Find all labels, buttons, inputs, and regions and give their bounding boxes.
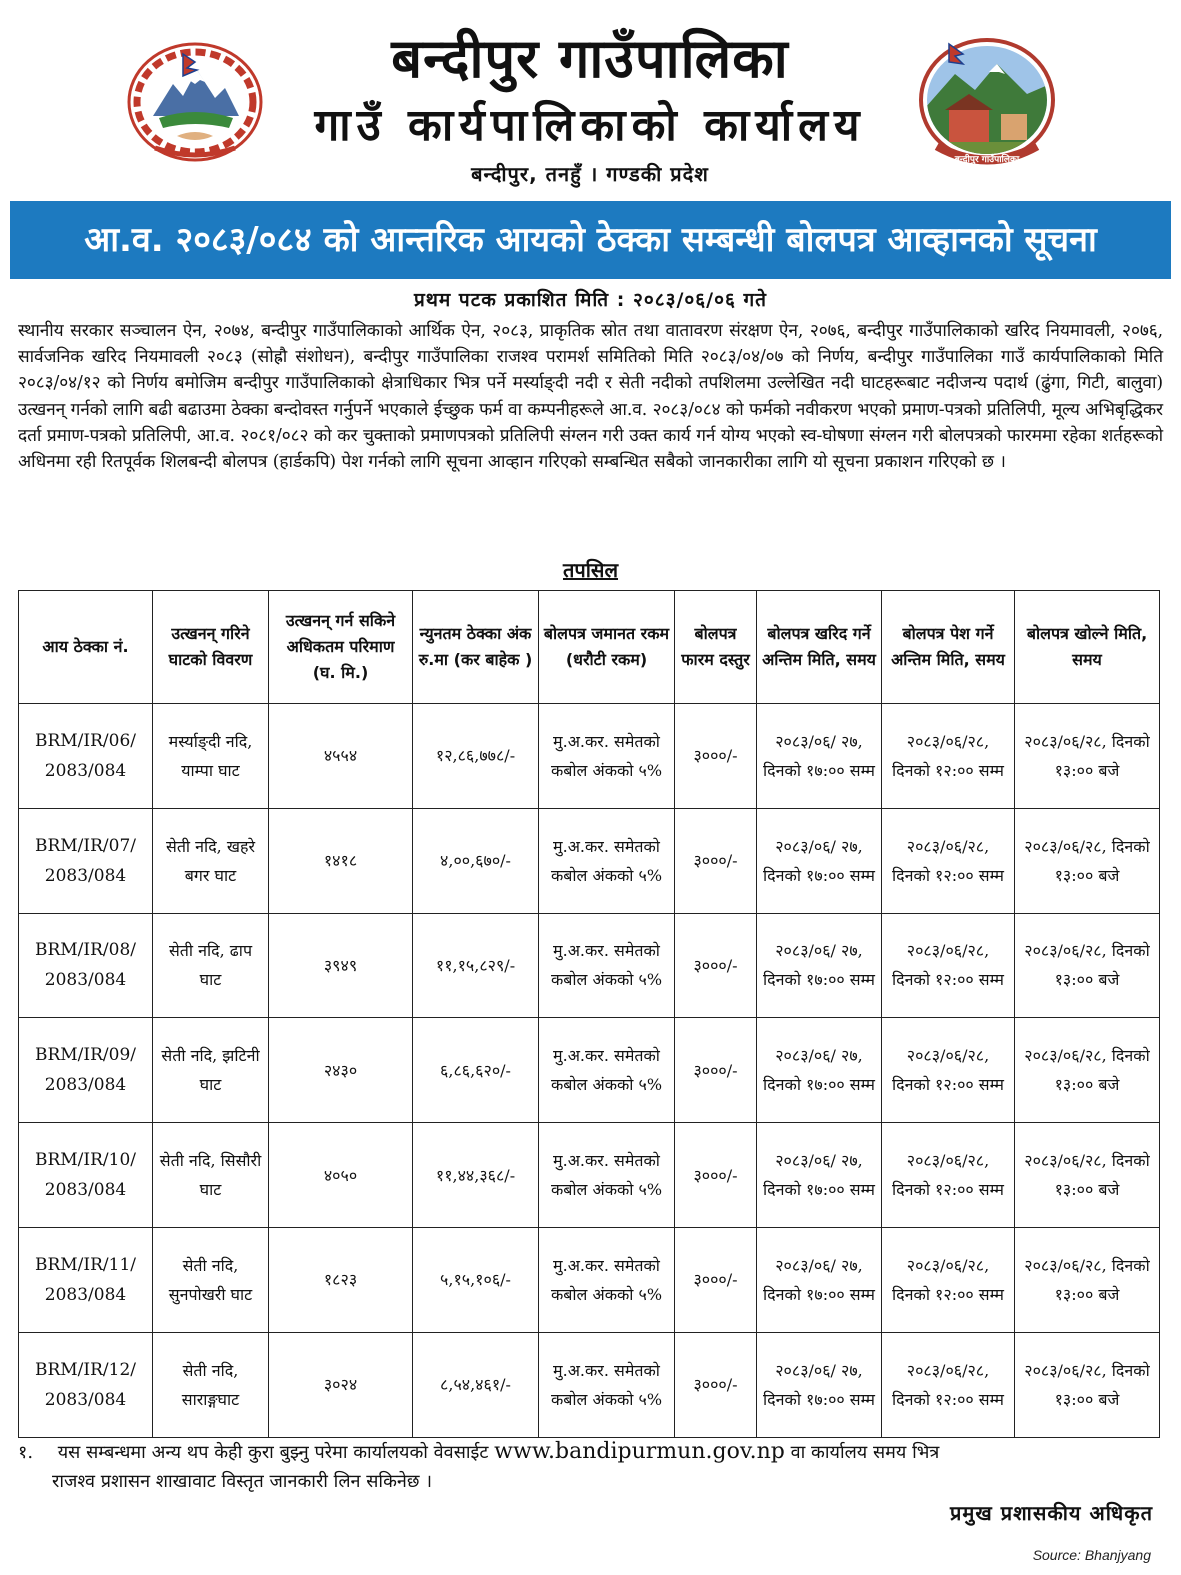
table-row	[19, 1123, 1160, 1228]
footnote	[18, 1437, 1163, 1496]
contract-code: BRM/IR/09/ 2083/084	[19, 1018, 153, 1123]
nepal-emblem-icon	[125, 40, 265, 164]
min-amount: ११,१५,८२९/-	[413, 913, 539, 1018]
header-submit-deadline: बोलपत्र पेश गर्ने अन्तिम मिति, समय	[882, 591, 1015, 704]
ghat-name: सेती नदि, खहरे बगर घाट	[153, 808, 269, 913]
table-row	[19, 808, 1160, 913]
office-name: गाउँ कार्यपालिकाको कार्यालय	[314, 100, 866, 151]
contract-code: BRM/IR/11/ 2083/084	[19, 1227, 153, 1332]
submit-deadline: २०८३/०६/२८, दिनको १२:०० सम्म	[882, 1227, 1015, 1332]
header-form-fee: बोलपत्र फारम दस्तुर	[675, 591, 757, 704]
min-amount: ६,८६,६२०/-	[413, 1018, 539, 1123]
ghat-name: सेती नदि, सुनपोखरी घाट	[153, 1227, 269, 1332]
table-header-row	[19, 591, 1160, 704]
publication-date: प्रथम पटक प्रकाशित मिति : २०८३/०६/०६ गते	[413, 289, 768, 311]
office-address: बन्दीपुर, तनहुँ । गण्डकी प्रदेश	[471, 162, 709, 186]
municipality-name: बन्दीपुर गाउँपालिका	[391, 27, 789, 90]
max-volume: ४०५०	[269, 1123, 413, 1228]
purchase-deadline: २०८३/०६/ २७, दिनको १७:०० सम्म	[757, 1123, 882, 1228]
purchase-deadline: २०८३/०६/ २७, दिनको १७:०० सम्म	[757, 1227, 882, 1332]
contract-code: BRM/IR/08/ 2083/084	[19, 913, 153, 1018]
submit-deadline: २०८३/०६/२८, दिनको १२:०० सम्म	[882, 913, 1015, 1018]
form-fee: ३०००/-	[675, 1332, 757, 1437]
footnote-line-2: राजश्व प्रशासन शाखावाट विस्तृत जानकारी लिन सकिनेछ ।	[52, 1471, 433, 1492]
header-max-volume: उत्खनन् गर्न सकिने अधिकतम परिमाण (घ. मि.)	[269, 591, 413, 704]
footnote-text-after: वा कार्यालय समय भित्र	[790, 1442, 940, 1463]
ghat-name: सेती नदि, साराङ्गघाट	[153, 1332, 269, 1437]
bid-security: मु.अ.कर. समेतको कबोल अंकको ५%	[539, 808, 675, 913]
bid-security: मु.अ.कर. समेतको कबोल अंकको ५%	[539, 1227, 675, 1332]
contract-code: BRM/IR/06/ 2083/084	[19, 704, 153, 809]
opening-date: २०८३/०६/२८, दिनको १३:०० बजे	[1015, 1018, 1160, 1123]
signatory-title: प्रमुख प्रशासकीय अधिकृत	[950, 1501, 1153, 1525]
form-fee: ३०००/-	[675, 913, 757, 1018]
ghat-name: सेती नदि, ढाप घाट	[153, 913, 269, 1018]
min-amount: ४,००,६७०/-	[413, 808, 539, 913]
opening-date: २०८३/०६/२८, दिनको १३:०० बजे	[1015, 913, 1160, 1018]
form-fee: ३०००/-	[675, 704, 757, 809]
footnote-line-1	[18, 1437, 1163, 1467]
contract-code: BRM/IR/07/ 2083/084	[19, 808, 153, 913]
footnote-number: १.	[18, 1442, 34, 1463]
notice-title-banner: आ.व. २०८३/०८४ को आन्तरिक आयको ठेक्का सम्बन्धी बोलपत्र आव्हानको सूचना	[10, 201, 1171, 279]
table-row	[19, 704, 1160, 809]
header-bid-security: बोलपत्र जमानत रकम (धरौटी रकम)	[539, 591, 675, 704]
max-volume: ४५५४	[269, 704, 413, 809]
header-opening-date: बोलपत्र खोल्ने मिति, समय	[1015, 591, 1160, 704]
table-row	[19, 913, 1160, 1018]
submit-deadline: २०८३/०६/२८, दिनको १२:०० सम्म	[882, 1332, 1015, 1437]
opening-date: २०८३/०६/२८, दिनको १३:०० बजे	[1015, 1332, 1160, 1437]
header-min-amount: न्युनतम ठेक्का अंक रु.मा (कर बाहेक )	[413, 591, 539, 704]
form-fee: ३०००/-	[675, 1018, 757, 1123]
table-caption-text: तपसिल	[562, 558, 619, 582]
max-volume: ३०२४	[269, 1332, 413, 1437]
contract-code: BRM/IR/12/ 2083/084	[19, 1332, 153, 1437]
ghat-name: मर्स्याङ्दी नदि, याम्पा घाट	[153, 704, 269, 809]
tender-table	[18, 590, 1160, 1438]
svg-text:बन्दीपुर गाउँपालिका: बन्दीपुर गाउँपालिका	[954, 155, 1020, 165]
purchase-deadline: २०८३/०६/ २७, दिनको १७:०० सम्म	[757, 913, 882, 1018]
bandipur-municipality-logo-icon	[915, 38, 1060, 170]
max-volume: २४३०	[269, 1018, 413, 1123]
ghat-name: सेती नदि, सिसौरी घाट	[153, 1123, 269, 1228]
min-amount: ५,१५,१०६/-	[413, 1227, 539, 1332]
max-volume: ३९४९	[269, 913, 413, 1018]
contract-code: BRM/IR/10/ 2083/084	[19, 1123, 153, 1228]
opening-date: २०८३/०६/२८, दिनको १३:०० बजे	[1015, 1123, 1160, 1228]
source-credit: Source: Bhanjyang	[1032, 1547, 1151, 1563]
form-fee: ३०००/-	[675, 808, 757, 913]
max-volume: १४१८	[269, 808, 413, 913]
table-row	[19, 1227, 1160, 1332]
website-link[interactable]: www.bandipurmun.gov.np	[494, 1439, 785, 1464]
table-row	[19, 1332, 1160, 1437]
submit-deadline: २०८३/०६/२८, दिनको १२:०० सम्म	[882, 1123, 1015, 1228]
bid-security: मु.अ.कर. समेतको कबोल अंकको ५%	[539, 1123, 675, 1228]
ghat-name: सेती नदि, झटिनी घाट	[153, 1018, 269, 1123]
purchase-deadline: २०८३/०६/ २७, दिनको १७:०० सम्म	[757, 1018, 882, 1123]
header-ghat-description: उत्खनन् गरिने घाटको विवरण	[153, 591, 269, 704]
opening-date: २०८३/०६/२८, दिनको १३:०० बजे	[1015, 1227, 1160, 1332]
bid-security: मु.अ.कर. समेतको कबोल अंकको ५%	[539, 704, 675, 809]
min-amount: ११,४४,३६८/-	[413, 1123, 539, 1228]
submit-deadline: २०८३/०६/२८, दिनको १२:०० सम्म	[882, 704, 1015, 809]
min-amount: १२,८६,७७८/-	[413, 704, 539, 809]
table-row	[19, 1018, 1160, 1123]
bid-security: मु.अ.कर. समेतको कबोल अंकको ५%	[539, 1332, 675, 1437]
purchase-deadline: २०८३/०६/ २७, दिनको १७:०० सम्म	[757, 808, 882, 913]
bid-security: मु.अ.कर. समेतको कबोल अंकको ५%	[539, 913, 675, 1018]
opening-date: २०८३/०६/२८, दिनको १३:०० बजे	[1015, 808, 1160, 913]
opening-date: २०८३/०६/२८, दिनको १३:०० बजे	[1015, 704, 1160, 809]
form-fee: ३०००/-	[675, 1227, 757, 1332]
form-fee: ३०००/-	[675, 1123, 757, 1228]
table-caption	[0, 555, 1181, 585]
min-amount: ८,५४,४६१/-	[413, 1332, 539, 1437]
submit-deadline: २०८३/०६/२८, दिनको १२:०० सम्म	[882, 1018, 1015, 1123]
notice-body: स्थानीय सरकार सञ्चालन ऐन, २०७४, बन्दीपुर गाउँपालिकाको आर्थिक ऐन, २०८३, प्राकृतिक स्रोत तथा वातावरण संरक्षण ऐन, २०७६, बन्दीपुर गाउँपालिकाको खरिद नियमावली, २०७६, सार्वजनिक खरिद नियमावली २०८३ (सोह्रौ संशोधन), बन्दीपुर गाउँपालिका राजश्व परामर्श समितिको मिति २०८३/०४/०७ को निर्णय, बन्दीपुर गाउँपालिका गाउँ कार्यपालिकाको मिति २०८३/०४/१२ को निर्णय बमोजिम बन्दीपुर गाउँपालिकाको क्षेत्राधिकार भित्र पर्ने मर्स्याङ्दी नदी र सेती नदीको तपशिलमा उल्लेखित नदी घाटहरूबाट नदीजन्य पदार्थ (ढुंगा, गिटी, बालुवा) उत्खनन् गर्नको लागि बढी बढाउमा ठेक्का बन्दोवस्त गर्नुपर्ने भएकाले ईच्छुक फर्म वा कम्पनीहरूले आ.व. २०८३/०८४ को फर्मको नवीकरण भएको प्रमाण-पत्रको प्रतिलिपी, मूल्य अभिबृद्धिकर दर्ता प्रमाण-पत्रको प्रतिलिपी, आ.व. २०८१/०८२ को कर चुक्ताको प्रमाणपत्रको प्रतिलिपी संग्लन गरी उक्त कार्य गर्न योग्य भएको स्व-घोषणा संग्लन गरी बोलपत्रको फारममा रहेका शर्तहरूको अधिनमा रही रितपूर्वक शिलबन्दी बोलपत्र (हार्डकपि) पेश गर्नको लागि सूचना आव्हान गरिएको सम्बन्धित सबैको जानकारीका लागि यो सूचना प्रकाशन गरिएको छ ।	[18, 321, 1163, 473]
footnote-text-before: यस सम्बन्धमा अन्य थप केही कुरा बुझ्नु परेमा कार्यालयको वेवसाईट	[57, 1442, 489, 1463]
max-volume: १८२३	[269, 1227, 413, 1332]
submit-deadline: २०८३/०६/२८, दिनको १२:०० सम्म	[882, 808, 1015, 913]
purchase-deadline: २०८३/०६/ २७, दिनको १७:०० सम्म	[757, 1332, 882, 1437]
purchase-deadline: २०८३/०६/ २७, दिनको १७:०० सम्म	[757, 704, 882, 809]
header-purchase-deadline: बोलपत्र खरिद गर्ने अन्तिम मिति, समय	[757, 591, 882, 704]
bid-security: मु.अ.कर. समेतको कबोल अंकको ५%	[539, 1018, 675, 1123]
header-contract-no: आय ठेक्का नं.	[19, 591, 153, 704]
